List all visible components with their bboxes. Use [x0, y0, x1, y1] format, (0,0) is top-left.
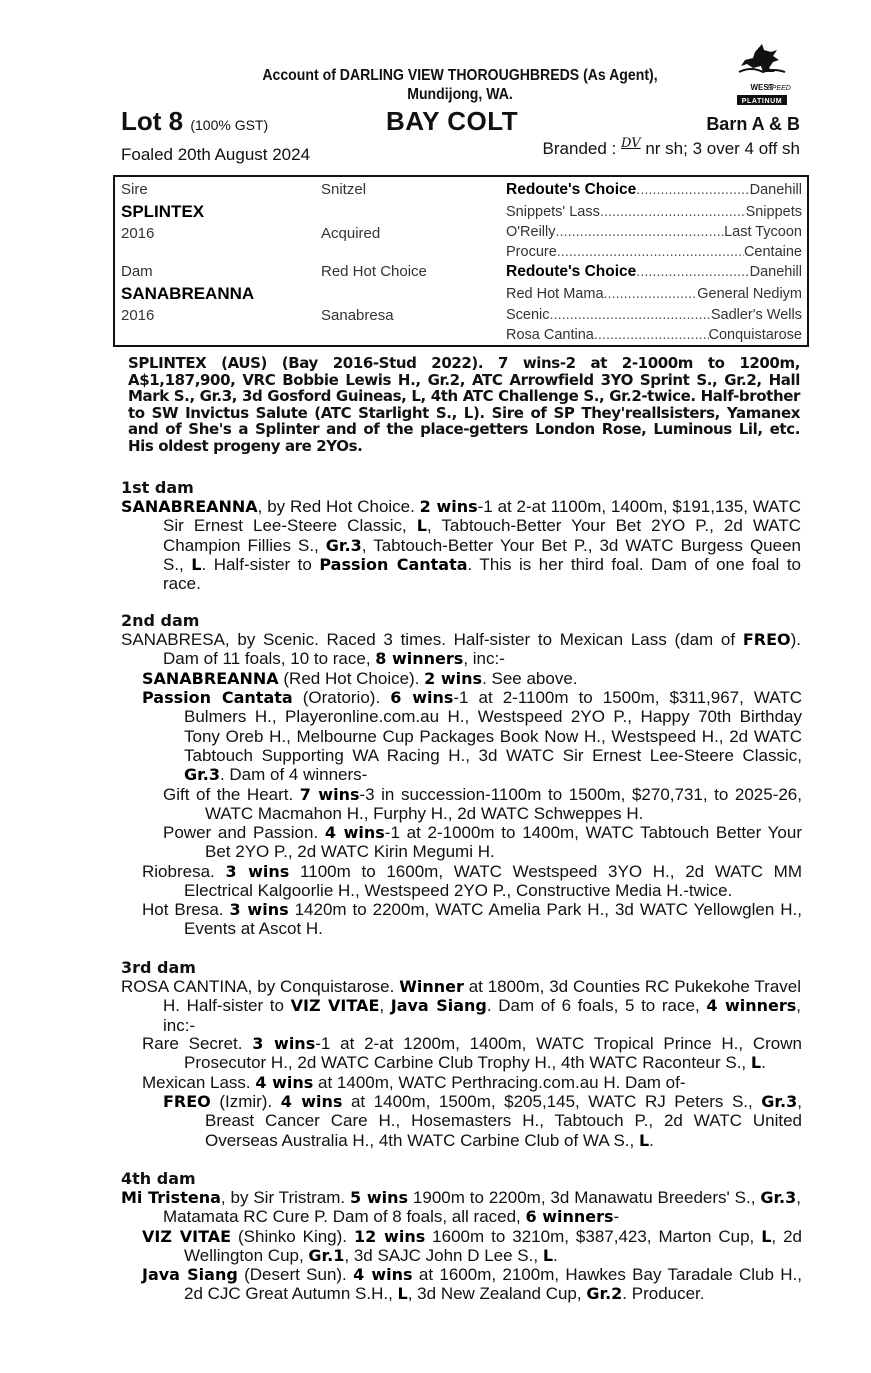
fourth-dam-heading: 4th dam — [121, 1169, 196, 1188]
sire-notes: SPLINTEX (AUS) (Bay 2016-Stud 2022). 7 wins-2 at 2-1000m to 1200m, A$1,187,900, VRC Bobbie Lewis H., Gr.2, ATC Arrowfield 3YO Sprint S., Gr.2, Hall Mark S., Gr.3, 3d Gosford Guineas, L, 4th ATC Challenge S., Gr.2-twice. Half-brother to SW Invictus Salute (ATC Starlight S., L). Sire of SP They'reallsisters, Yamanex and of She's a Splinter and of the place-getters London Rose, Luminous Lil, etc. His oldest progeny are 2YOs. — [128, 354, 800, 455]
second-dam-text: SANABRESA, by Scenic. Raced 3 times. Half-sister to Mexican Lass (dam of FREO). Dam of 11 foals, 10 to race, 8 winners, inc:- — [121, 630, 801, 669]
grandparent-row: Rosa Cantina ..... Conquistarose — [506, 325, 802, 345]
logo-badge: PLATINUM — [741, 98, 783, 105]
vendor-line-1: Account of DARLING VIEW THOROUGHBREDS (As Agent), — [262, 67, 658, 84]
grandparent-row: O'Reilly ..... Last Tycoon — [506, 222, 802, 242]
lot-number — [121, 106, 268, 137]
sire-label: Sire — [121, 181, 148, 198]
third-dam-text: ROSA CANTINA, by Conquistarose. Winner at 1800m, 3d Counties RC Pukekohe Travel H. Half-sister to VIZ VITAE, Java Siang. Dam of 6 foals, 5 to race, 4 winners, inc:- — [121, 977, 802, 1035]
produce-mexican-lass: Mexican Lass. 4 wins at 1400m, WATC Perthracing.com.au H. Dam of- — [142, 1073, 686, 1092]
first-dam-text: SANABREANNA, by Red Hot Choice. 2 wins-1 at 2-at 1100m, 1400m, $191,135, WATC Sir Ernest Lee-Steere Classic, L, Tabtouch-Better Your Bet 2YO P., 2d WATC Champion Fillies S., Gr.3, Tabtouch-Better Your Bet P., 3d WATC Burgess Queen S., L. Half-sister to Passion Cantata. This is her third foal. Dam of one foal to race. — [121, 497, 801, 594]
sire-year: 2016 — [121, 225, 155, 242]
produce-viz-vitae: VIZ VITAE (Shinko King). 12 wins 1600m to 3210m, $387,423, Marton Cup, L, 2d Wellington Cup, Gr.1, 3d SAJC John D Lee S., L. — [142, 1227, 803, 1266]
horse-silhouette-icon — [733, 42, 791, 110]
lot-label: Lot 8 — [121, 106, 184, 136]
produce-sanabreanna: SANABREANNA (Red Hot Choice). 2 wins. See above. — [142, 669, 578, 688]
brand-details: nr sh; 3 over 4 off sh — [645, 139, 800, 158]
produce-power-and-passion: Power and Passion. 4 wins-1 at 2-1000m to 1400m, WATC Tabtouch Better Your Bet 2YO P., 2d WATC Kirin Megumi H. — [163, 823, 803, 862]
brand-mark: DV — [621, 136, 641, 151]
produce-freo: FREO (Izmir). 4 wins at 1400m, 1500m, $205,145, WATC RJ Peters S., Gr.3, Breast Cancer Care H., Hosemasters H., Tabtouch P., 2d WATC United Overseas Australia H., 4th WATC Carbine Club of WA S., L. — [163, 1092, 802, 1150]
grandparent-row: Scenic ..... Sadler's Wells — [506, 305, 802, 325]
dam-name: SANABREANNA — [121, 284, 255, 303]
grandparent-row: Redoute's Choice ..... Danehill — [506, 180, 802, 200]
foaled-date: Foaled 20th August 2024 — [121, 145, 311, 164]
brand-description — [480, 136, 800, 159]
horse-sex-colour: BAY COLT — [386, 106, 519, 136]
barn-location: Barn A & B — [706, 114, 800, 134]
grandparent-row: Redoute's Choice ..... Danehill — [506, 262, 802, 282]
third-dam-heading: 3rd dam — [121, 958, 196, 977]
grandparent-row: Red Hot Mama ..... General Nediym — [506, 284, 802, 304]
dam-sire: Red Hot Choice — [321, 263, 427, 280]
logo-wordmark: WEST — [750, 83, 774, 92]
dam-year: 2016 — [121, 307, 155, 324]
sire-name: SPLINTEX — [121, 202, 205, 221]
fourth-dam-text: Mi Tristena, by Sir Tristram. 5 wins 1900m to 2200m, 3d Manawatu Breeders' S., Gr.3, Matamata RC Cure P. Dam of 8 foals, all raced, 6 winners- — [121, 1188, 801, 1227]
second-dam-heading: 2nd dam — [121, 611, 200, 630]
logo-wordmark-2: SPEED — [767, 85, 791, 92]
produce-rare-secret: Rare Secret. 3 wins-1 at 2-at 1200m, 1400m, WATC Tropical Prince H., Crown Prosecutor H., 2d WATC Carbine Club Trophy H., 4th WATC Raconteur S., L. — [142, 1034, 802, 1073]
first-dam-heading: 1st dam — [121, 478, 194, 497]
dam-label: Dam — [121, 263, 153, 280]
sire-dam: Acquired — [321, 225, 381, 242]
pedigree-table — [113, 175, 809, 347]
grandparent-row: Procure ..... Centaine — [506, 242, 802, 262]
westspeed-platinum-logo — [733, 42, 791, 110]
produce-java-siang: Java Siang (Desert Sun). 4 wins at 1600m, 2100m, Hawkes Bay Taradale Club H., 2d CJC Great Autumn S.H., L, 3d New Zealand Cup, Gr.2. Producer. — [142, 1265, 802, 1304]
vendor-heading — [231, 66, 689, 104]
grandparent-row: Snippets' Lass ..... Snippets — [506, 202, 802, 222]
produce-hot-bresa: Hot Bresa. 3 wins 1420m to 2200m, WATC Amelia Park H., 3d WATC Yellowglen H., Events at Ascot H. — [142, 900, 802, 939]
gst-note: (100% GST) — [190, 117, 269, 133]
vendor-line-2: Mundijong, WA. — [407, 86, 513, 103]
dam-dam: Sanabresa — [321, 307, 394, 324]
produce-passion-cantata: Passion Cantata (Oratorio). 6 wins-1 at 2-1100m to 1500m, $311,967, WATC Bulmers H., Playeronline.com.au H., Westspeed 2YO P., Happy 70th Birthday Tony Oreb H., Melbourne Cup Packages Book Now H., Westspeed H., 2d WATC Tabtouch Supporting WA Racing H., 3d WATC Sir Ernest Lee-Steere Classic, Gr.3. Dam of 4 winners- — [142, 688, 803, 785]
produce-gift-of-the-heart: Gift of the Heart. 7 wins-3 in succession-1100m to 1500m, $270,731, to 2025-26, WATC Macmahon H., Furphy H., 2d WATC Schweppes H. — [163, 785, 802, 824]
produce-riobresa: Riobresa. 3 wins 1100m to 1600m, WATC Westspeed 3YO H., 2d WATC MM Electrical Kalgoorlie H., Westspeed 2YO P., Constructive Media H.-twice. — [142, 862, 803, 901]
branded-label: Branded : — [542, 139, 617, 158]
sire-sire: Snitzel — [321, 181, 367, 198]
